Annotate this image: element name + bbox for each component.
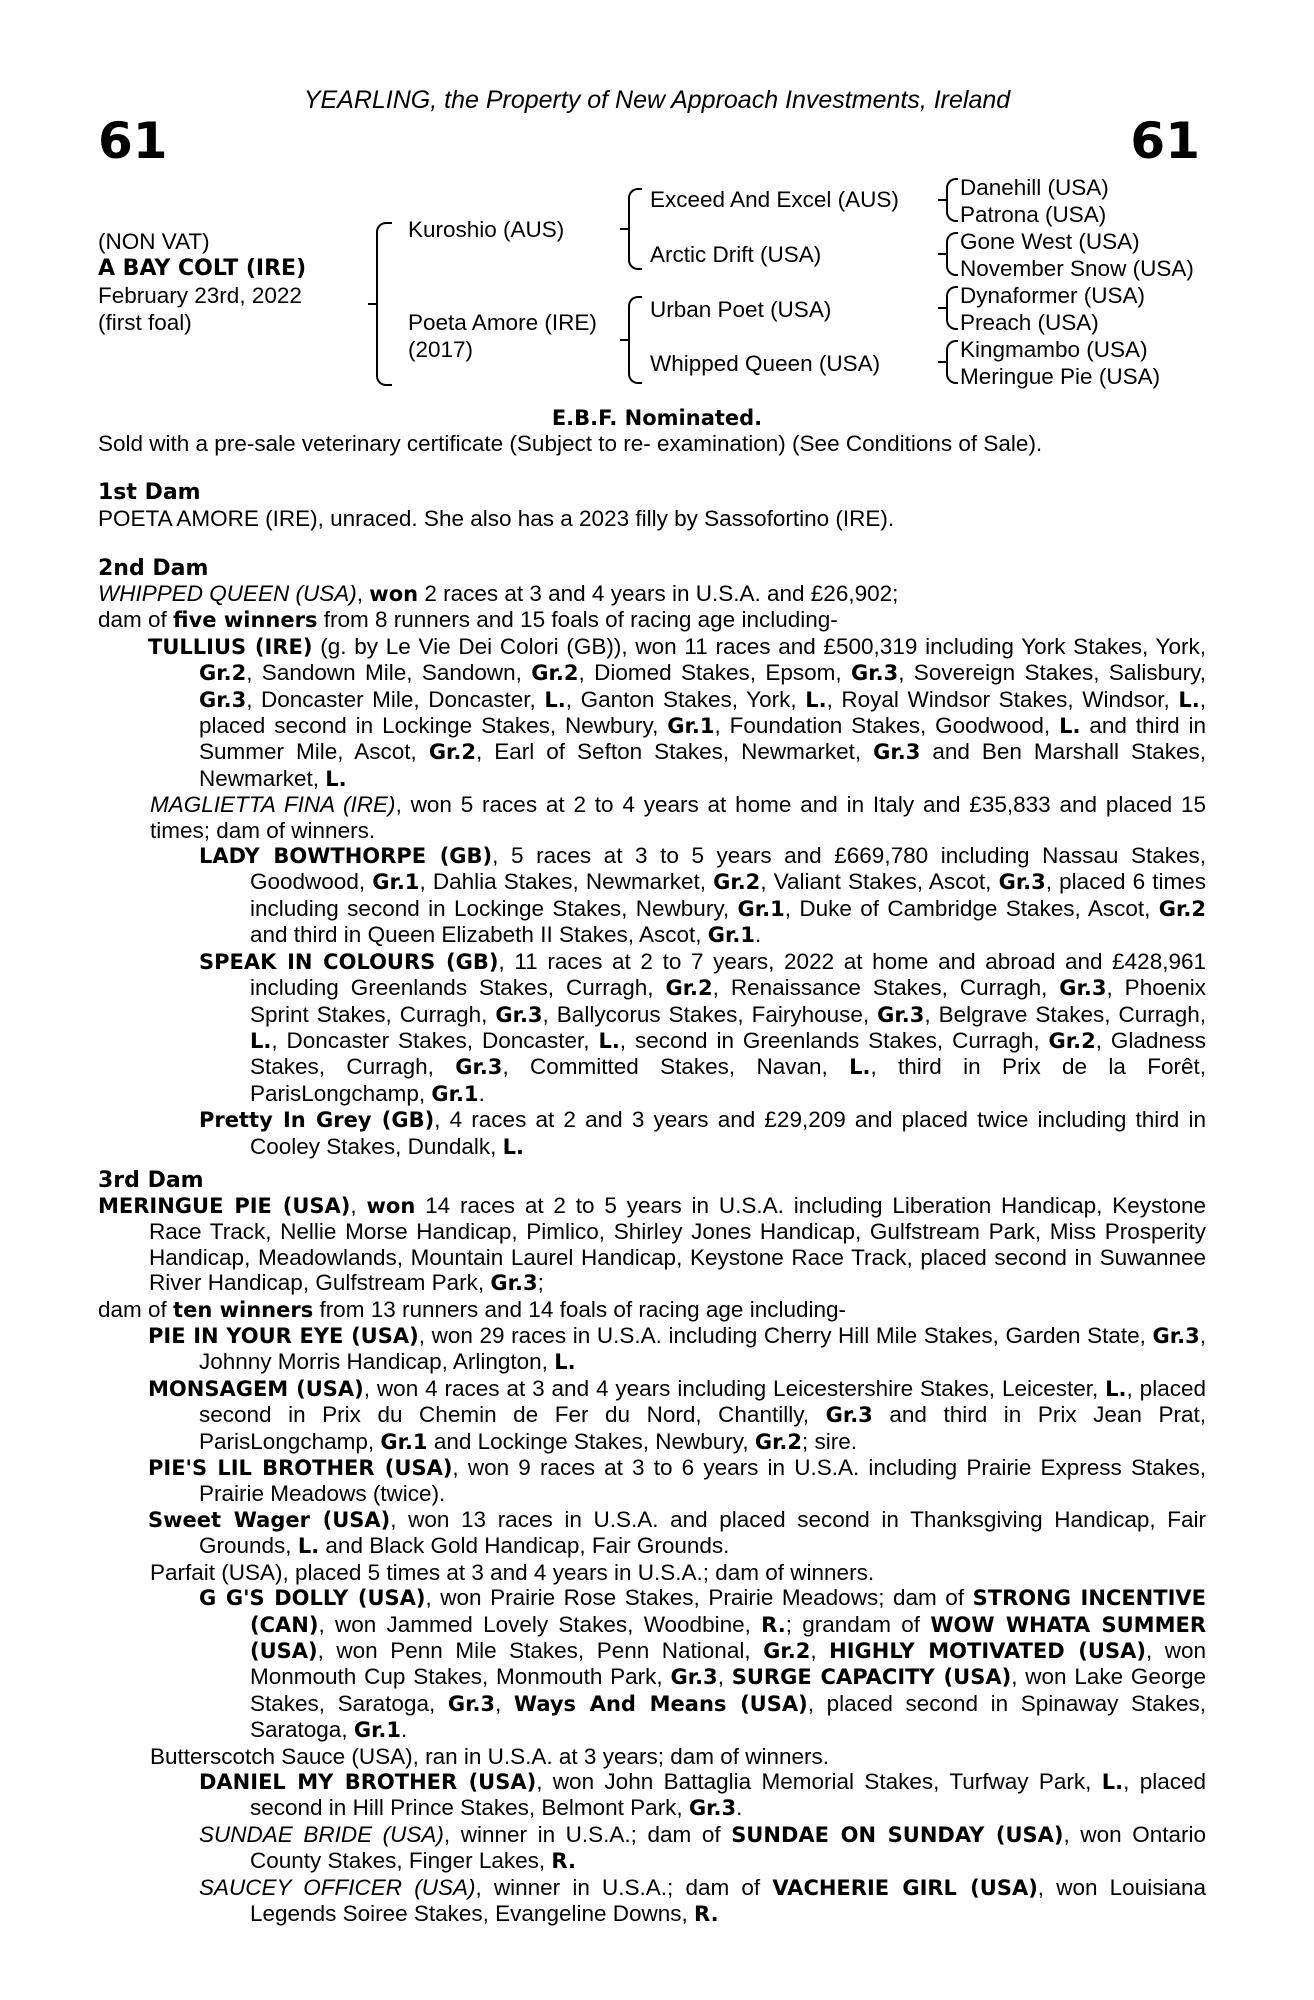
grade: Gr.1 <box>431 1081 479 1106</box>
brace-ss <box>946 178 958 222</box>
grade: L. <box>805 687 827 712</box>
grade: L. <box>849 1055 871 1080</box>
text: . <box>754 922 762 948</box>
text: . <box>478 1080 485 1106</box>
text: , Doncaster Stakes, Doncaster, <box>271 1027 599 1053</box>
text: dam of <box>98 607 174 633</box>
horse-name: G G'S DOLLY (USA) <box>199 1586 426 1611</box>
text: and Lockinge Stakes, Newbury, <box>427 1428 755 1454</box>
third-dam-meringue <box>98 1193 1206 1297</box>
grade: Gr.1 <box>707 923 755 948</box>
text: . <box>401 1717 408 1743</box>
pedigree-sds: Gone West (USA) <box>960 229 1140 254</box>
horse-name: A BAY COLT (IRE) <box>98 256 307 281</box>
second-dam-heading: 2nd Dam <box>98 556 209 581</box>
text: , placed second in Lockinge Stakes, Newbury, <box>199 686 1206 739</box>
pedigree-sire-sire: Exceed And Excel (AUS) <box>650 187 899 212</box>
text: (g. by Le Vie Dei Colori (GB)), won 11 races and £500,319 including York Stakes, York, <box>312 633 1207 659</box>
produce-speak-in-colours <box>98 949 1206 1107</box>
dam-name: MERINGUE PIE (USA) <box>98 1194 351 1218</box>
grade: Gr.1 <box>372 870 420 895</box>
produce-sweet-wager <box>98 1507 1206 1560</box>
foaling-date: February 23rd, 2022 <box>98 283 302 308</box>
text: , Earl of Sefton Stakes, Newmarket, <box>476 739 874 765</box>
text: , Royal Windsor Stakes, Windsor, <box>826 686 1179 712</box>
brace-sire-parents <box>628 188 642 270</box>
text: , Sovereign Stakes, Salisbury, <box>898 660 1206 686</box>
pedigree-dam: Poeta Amore (IRE) <box>408 310 597 335</box>
text: , won Louisiana Legends Soiree Stakes, Evangeline Downs, <box>250 1874 1206 1926</box>
grade: Gr.2 <box>531 661 579 686</box>
grade: Gr.2 <box>754 1429 803 1454</box>
grade: L. <box>297 1534 320 1559</box>
pedigree-dds: Kingmambo (USA) <box>960 337 1148 362</box>
text: and third in Prix Jean Prat, ParisLongchamp, <box>199 1402 1206 1454</box>
horse-name: LADY BOWTHORPE (GB) <box>199 844 493 869</box>
horse-name: STRONG INCENTIVE (CAN) <box>250 1586 1206 1637</box>
horse-name: DANIEL MY BROTHER (USA) <box>199 1769 537 1794</box>
grade: R. <box>551 1849 576 1874</box>
text: , third in Prix de la Forêt, ParisLongchamp, <box>250 1054 1206 1106</box>
brace-dd <box>946 340 958 384</box>
grade: R. <box>694 1901 719 1926</box>
horse-name: PIE'S LIL BROTHER (USA) <box>148 1456 453 1481</box>
text: , winner in U.S.A.; dam of <box>475 1874 773 1900</box>
grade: Gr.1 <box>353 1718 402 1743</box>
horse-name: PIE IN YOUR EYE (USA) <box>148 1324 419 1349</box>
vat-status: (NON VAT) <box>98 229 210 254</box>
produce-lady-bowthorpe <box>98 843 1206 949</box>
pedigree-ssd: Patrona (USA) <box>960 202 1107 227</box>
grade: Gr.1 <box>737 896 785 921</box>
text: , won 13 races in U.S.A. and placed second in Thanksgiving Handicap, Fair Grounds, <box>199 1506 1206 1559</box>
grade: Gr.3 <box>455 1055 503 1080</box>
grade: Gr.2 <box>199 661 247 686</box>
text: , Duke of Cambridge Stakes, Ascot, <box>784 895 1159 921</box>
grade: Gr.3 <box>447 1691 496 1716</box>
grade: L. <box>544 687 566 712</box>
text: 14 races at 2 to 5 years in U.S.A. including Liberation Handicap, Keystone Race Track, Nellie Morse Handicap, Pimlico, Shirley Jones Handicap, Gulfstream Park, Miss Prosperity Handicap, Meadowlands, Mountain Laurel Handicap, Keystone Race Track, placed second in Suwannee River Handicap, Gulfstream Park, <box>149 1193 1207 1296</box>
text: , won Ontario County Stakes, Finger Lakes, <box>250 1821 1206 1874</box>
text: , Dahlia Stakes, Newmarket, <box>419 869 714 895</box>
grade: Gr.3 <box>998 870 1046 895</box>
text: and third in Summer Mile, Ascot, <box>199 713 1207 765</box>
produce-daniel-my-brother <box>98 1769 1206 1822</box>
horse-name: Ways And Means (USA) <box>513 1691 808 1716</box>
winners-count: ten winners <box>173 1297 314 1322</box>
text: and third in Queen Elizabeth II Stakes, Ascot, <box>250 922 708 948</box>
produce-saucey-officer <box>98 1875 1206 1928</box>
produce-tullius <box>98 634 1206 792</box>
text: , Ganton Stakes, York, <box>565 686 806 712</box>
lot-number-left: 61 <box>98 112 168 170</box>
grade: Gr.3 <box>495 1002 543 1027</box>
horse-name: MONSAGEM (USA) <box>148 1376 364 1401</box>
text: , <box>495 1690 514 1716</box>
text: , won 4 races at 3 and 4 years including Leicestershire Stakes, Leicester, <box>363 1375 1106 1401</box>
text: , won Penn Mile Stakes, Penn National, <box>317 1637 764 1663</box>
produce-maglietta <box>98 792 1206 843</box>
text: , won Prairie Rose Stakes, Prairie Meadows; dam of <box>425 1585 973 1611</box>
horse-name: HIGHLY MOTIVATED (USA) <box>829 1638 1146 1663</box>
text: , 4 races at 2 and 3 years and £29,209 and placed twice including third in Cooley Stakes, Dundalk, <box>250 1107 1206 1159</box>
text: , placed 6 times including second in Lockinge Stakes, Newbury, <box>250 869 1207 921</box>
horse-name: SURGE CAPACITY (USA) <box>731 1665 1012 1690</box>
grade: L. <box>1105 1376 1127 1401</box>
won-label: won <box>366 1194 416 1218</box>
third-dam-heading: 3rd Dam <box>98 1168 204 1193</box>
text: , won 5 races at 2 to 4 years at home and in Italy and £35,833 and placed 15 times; dam of winners. <box>150 792 1206 843</box>
grade: Gr.3 <box>825 1403 873 1428</box>
horse-name: TULLIUS (IRE) <box>148 634 313 659</box>
horse-name: Pretty In Grey (GB) <box>199 1108 435 1133</box>
horse-name: SUNDAE BRIDE (USA) <box>199 1821 444 1847</box>
text: from 8 runners and 15 foals of racing age including- <box>317 607 838 633</box>
produce-sundae-bride <box>98 1822 1206 1875</box>
text: , Committed Stakes, Navan, <box>502 1054 850 1080</box>
text: , won 9 races at 3 to 6 years in U.S.A. including Prairie Express Stakes, Prairie Meadows (twice). <box>199 1455 1206 1507</box>
grade: Gr.3 <box>873 740 921 765</box>
grade: L. <box>502 1134 524 1159</box>
text: , won Jammed Lovely Stakes, Woodbine, <box>318 1611 762 1637</box>
text: , won John Battaglia Memorial Stakes, Turfway Park, <box>536 1768 1102 1794</box>
grade: Gr.1 <box>667 714 715 739</box>
grade: Gr.3 <box>1152 1324 1200 1349</box>
grade: Gr.2 <box>1158 896 1206 921</box>
vet-note: Sold with a pre-sale veterinary certificate (Subject to re- examination) (See Conditions of Sale). <box>98 431 1043 456</box>
grade: L. <box>1101 1769 1124 1794</box>
pedigree-sss: Danehill (USA) <box>960 175 1109 200</box>
grade: L. <box>554 1350 576 1375</box>
foal-note: (first foal) <box>98 310 192 335</box>
produce-pretty-in-grey <box>98 1107 1206 1160</box>
brace-sire-dam <box>376 222 392 386</box>
horse-name: MAGLIETTA FINA (IRE) <box>150 792 396 818</box>
grade: Gr.2 <box>713 870 761 895</box>
text: , second in Greenlands Stakes, Curragh, <box>619 1027 1049 1053</box>
first-dam-heading: 1st Dam <box>98 480 201 505</box>
won-label: won <box>369 582 419 606</box>
pedigree-dam-dam: Whipped Queen (USA) <box>650 351 881 376</box>
grade: Gr.3 <box>851 661 899 686</box>
grade: Gr.3 <box>199 687 247 712</box>
ebf-note: E.B.F. Nominated. <box>551 406 763 430</box>
grade: L. <box>1059 714 1081 739</box>
first-dam-text: POETA AMORE (IRE), unraced. She also has a 2023 filly by Sassofortino (IRE). <box>98 506 895 531</box>
text: ; <box>537 1270 544 1296</box>
grade: Gr.2 <box>665 976 713 1001</box>
text: , Belgrave Stakes, Curragh, <box>924 1001 1206 1027</box>
horse-name: VACHERIE GIRL (USA) <box>772 1875 1038 1900</box>
third-dam-produce-summary <box>98 1297 1206 1323</box>
produce-pie-in-your-eye <box>98 1323 1206 1376</box>
brace-dam-parents <box>628 296 642 384</box>
text: , Diomed Stakes, Epsom, <box>578 660 851 686</box>
text: , won 29 races in U.S.A. including Cherry Hill Mile Stakes, Garden State, <box>418 1323 1153 1349</box>
text: , 11 races at 2 to 7 years, 2022 at home and abroad and £428,961 including Greenlands Stakes, Curragh, <box>250 948 1207 1001</box>
text: , Johnny Morris Handicap, Arlington, <box>199 1323 1206 1375</box>
winners-count: five winners <box>173 608 318 633</box>
pedigree-dss: Dynaformer (USA) <box>960 283 1146 308</box>
text: , <box>350 1193 367 1218</box>
text: , Sandown Mile, Sandown, <box>246 660 532 686</box>
grade: L. <box>250 1028 272 1053</box>
text: , <box>356 581 370 606</box>
text: , Gladness Stakes, Curragh, <box>250 1027 1206 1080</box>
produce-parfait: Parfait (USA), placed 5 times at 3 and 4 years in U.S.A.; dam of winners. <box>150 1559 875 1585</box>
horse-name: SAUCEY OFFICER (USA) <box>199 1874 476 1900</box>
text: , 5 races at 3 to 5 years and £669,780 including Nassau Stakes, Goodwood, <box>250 843 1206 895</box>
pedigree-dam-sire: Urban Poet (USA) <box>650 297 832 322</box>
pedigree-dsd: Preach (USA) <box>960 310 1099 335</box>
grade: Gr.2 <box>1048 1028 1096 1053</box>
pedigree-sdd: November Snow (USA) <box>960 256 1194 281</box>
pedigree-ddd: Meringue Pie (USA) <box>960 364 1161 389</box>
grade: Gr.3 <box>670 1665 718 1690</box>
text: , <box>810 1637 830 1663</box>
grade: Gr.2 <box>428 740 477 765</box>
text: , winner in U.S.A.; dam of <box>443 1821 732 1847</box>
grade: Gr.3 <box>490 1271 538 1296</box>
grade: Gr.3 <box>688 1796 737 1821</box>
text: , Valiant Stakes, Ascot, <box>760 869 999 895</box>
pedigree-sire-dam: Arctic Drift (USA) <box>650 242 822 267</box>
third-dam-section <box>98 1168 1206 1927</box>
horse-name: Sweet Wager (USA) <box>148 1507 391 1532</box>
lot-number-right: 61 <box>1130 112 1200 170</box>
brace-ds <box>946 286 958 330</box>
text: , won Monmouth Cup Stakes, Monmouth Park, <box>250 1637 1207 1690</box>
grade: Gr.1 <box>380 1429 428 1454</box>
text: , Doncaster Mile, Doncaster, <box>246 686 545 712</box>
text: ; sire. <box>802 1428 858 1454</box>
grade: Gr.3 <box>1059 976 1107 1001</box>
text: from 13 runners and 14 foals of racing age including- <box>313 1296 847 1322</box>
second-dam-section <box>98 556 1206 1160</box>
horse-name: SPEAK IN COLOURS (GB) <box>199 949 499 974</box>
dam-name: WHIPPED QUEEN (USA) <box>98 581 357 606</box>
grade: L. <box>325 766 347 791</box>
second-dam-produce-summary <box>98 607 1206 633</box>
text: , placed second in Hill Prince Stakes, Belmont Park, <box>250 1768 1206 1821</box>
pedigree-dam-year: (2017) <box>408 337 474 362</box>
brace-sd <box>946 232 958 276</box>
grade: L. <box>598 1028 620 1053</box>
pedigree-sire: Kuroshio (AUS) <box>408 217 565 242</box>
grade: R. <box>761 1612 786 1637</box>
produce-butterscotch: Butterscotch Sauce (USA), ran in U.S.A. at 3 years; dam of winners. <box>150 1743 830 1769</box>
text: , won Lake George Stakes, Saratoga, <box>250 1664 1206 1716</box>
grade: Gr.3 <box>877 1002 925 1027</box>
produce-ggs-dolly <box>98 1585 1206 1743</box>
catalogue-heading: YEARLING, the Property of New Approach Investments, Ireland <box>303 86 1011 114</box>
produce-pies-lil-brother <box>98 1455 1206 1507</box>
text: . <box>736 1795 743 1821</box>
text: , Renaissance Stakes, Curragh, <box>712 975 1060 1001</box>
grade: Gr.2 <box>763 1638 811 1663</box>
text: 2 races at 3 and 4 years in U.S.A. and £26,902; <box>418 581 899 606</box>
produce-monsagem <box>98 1376 1206 1455</box>
second-dam-line <box>98 581 1206 607</box>
text: , Ballycorus Stakes, Fairyhouse, <box>542 1001 878 1027</box>
text: , <box>717 1664 732 1690</box>
horse-name: WOW WHATA SUMMER (USA) <box>250 1612 1206 1663</box>
text: , Phoenix Sprint Stakes, Curragh, <box>250 975 1206 1027</box>
text: and Ben Marshall Stakes, Newmarket, <box>199 739 1206 791</box>
text: dam of <box>98 1296 174 1322</box>
text: and Black Gold Handicap, Fair Grounds. <box>319 1533 730 1559</box>
text: , Foundation Stakes, Goodwood, <box>714 713 1060 739</box>
text: ; grandam of <box>785 1611 931 1637</box>
horse-name: SUNDAE ON SUNDAY (USA) <box>731 1822 1064 1847</box>
text: , placed second in Spinaway Stakes, Saratoga, <box>250 1690 1206 1743</box>
grade: L. <box>1178 687 1200 712</box>
text: , placed second in Prix du Chemin de Fer du Nord, Chantilly, <box>199 1375 1206 1428</box>
